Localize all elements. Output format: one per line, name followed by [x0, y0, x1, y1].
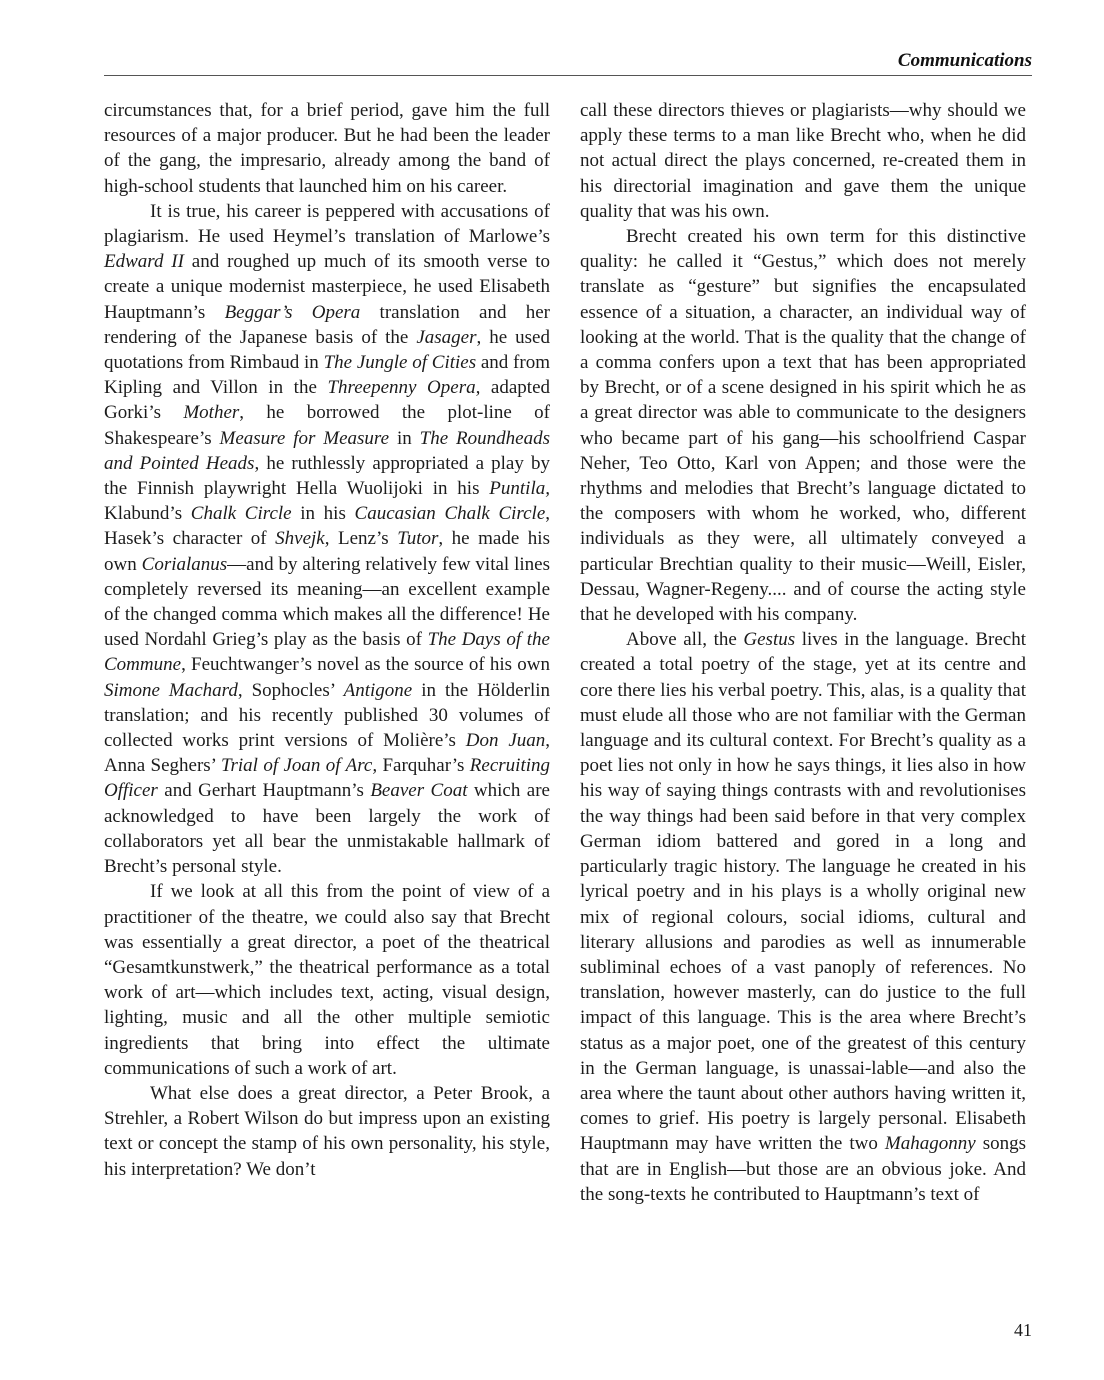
- paragraph: call these directors thieves or plagiarists—why should we apply these terms to a man like Brecht who, when he did not actual direct the plays concerned, re-created them in his directorial imagination and gave them the unique quality that was his own.: [580, 100, 1026, 222]
- paragraph: Above all, the Gestus lives in the language. Brecht created a total poetry of the stage, yet at its centre and core there lies his verbal poetry. This, alas, is a quality that must elude all those who are not familiar with the German language and its cultural context. For Brecht’s quality as a poet lies not only in how he says things, it lies also in how his way of saying things contrasts with and revolutionises the way things had been said before in that very complex German idiom battered and gored in a long and particularly tragic history. The language he created in his lyrical poetry and in his plays is a wholly original new mix of regional colours, social idioms, cultural and literary allusions and parodies as well as innumerable subliminal echoes of a vast panoply of references. No translation, however masterly, can do justice to the full impact of this language. This is the area where Brecht’s status as a major poet, one of the greatest of this century in the German language, is unassai-lable—and also the area where the taunt about other authors having written it, comes to grief. His poetry is largely personal. Elisabeth Hauptmann may have written the two Mahagonny songs that are in English—but those are an obvious joke. And the song-texts he contributed to Hauptmann’s text of: [580, 629, 1026, 1205]
- running-header: Communications: [897, 50, 1032, 71]
- right-column: [580, 98, 1026, 1207]
- paragraph: It is true, his career is peppered with accusations of plagiarism. He used Heymel’s translation of Marlowe’s Edward II and roughed up much of its smooth verse to create a unique modernist masterpiece, he used Elisabeth Hauptmann’s Beggar’s Opera translation and her rendering of the Japanese basis of the Jasager, he used quotations from Rimbaud in The Jungle of Cities and from Kipling and Villon in the Threepenny Opera, adapted Gorki’s Mother, he borrowed the plot-line of Shakespeare’s Measure for Measure in The Roundheads and Pointed Heads, he ruthlessly appropriated a play by the Finnish playwright Hella Wuolijoki in his Puntila, Klabund’s Chalk Circle in his Caucasian Chalk Circle, Hasek’s character of Shvejk, Lenz’s Tutor, he made his own Corialanus—and by altering relatively few vital lines completely reversed its meaning—an excellent example of the changed comma which makes all the difference! He used Nordahl Grieg’s play as the basis of The Days of the Commune, Feuchtwanger’s novel as the source of his own Simone Machard, Sophocles’ Antigone in the Hölderlin translation; and his recently published 30 volumes of collected works print versions of Molière’s Don Juan, Anna Seghers’ Trial of Joan of Arc, Farquhar’s Recruiting Officer and Gerhart Hauptmann’s Beaver Coat which are acknowledged to have been largely the work of collaborators yet all bear the unmistakable hallmark of Brecht’s personal style.: [104, 200, 551, 878]
- paragraph: circumstances that, for a brief period, gave him the full resources of a major producer. But he had been the leader of the gang, the impresario, already among the band of high-school students that launched him on his career.: [104, 100, 550, 197]
- left-column: [104, 98, 550, 1182]
- paragraph: Brecht created his own term for this distinctive quality: he called it “Gestus,” which does not merely translate as “gesture” but signifies the encapsulated essence of a situation, a character, an individual way of looking at the world. That is the quality that the change of a comma confers upon a text that has been appropriated by Brecht, or of a scene designed in his spirit which he as a great director was able to communicate to the designers who became part of his gang—his schoolfriend Caspar Neher, Teo Otto, Karl von Appen; and those were the rhythms and melodies that Brecht’s language dictated to the composers with whom he worked, who, different individuals as they were, all ultimately conveyed a particular Brechtian quality to their music—Weill, Eisler, Dessau, Wagner-Regeny.... and of course the acting style that he developed with his company.: [580, 226, 1026, 626]
- paragraph: If we look at all this from the point of view of a practitioner of the theatre, we could also say that Brecht was essentially a great director, a poet of the theatrical “Gesamtkunstwerk,” the theatrical performance as a total work of art—which includes text, acting, visual design, lighting, music and all the other multiple semiotic ingredients that bring into effect the ultimate communications of such a work of art.: [104, 881, 550, 1079]
- header-rule: [104, 75, 1032, 76]
- paragraph: What else does a great director, a Peter Brook, a Strehler, a Robert Wilson do but impress upon an existing text or concept the stamp of his own personality, his style, his interpretation? We don’t: [104, 1082, 550, 1180]
- page-number: 41: [1014, 1320, 1032, 1340]
